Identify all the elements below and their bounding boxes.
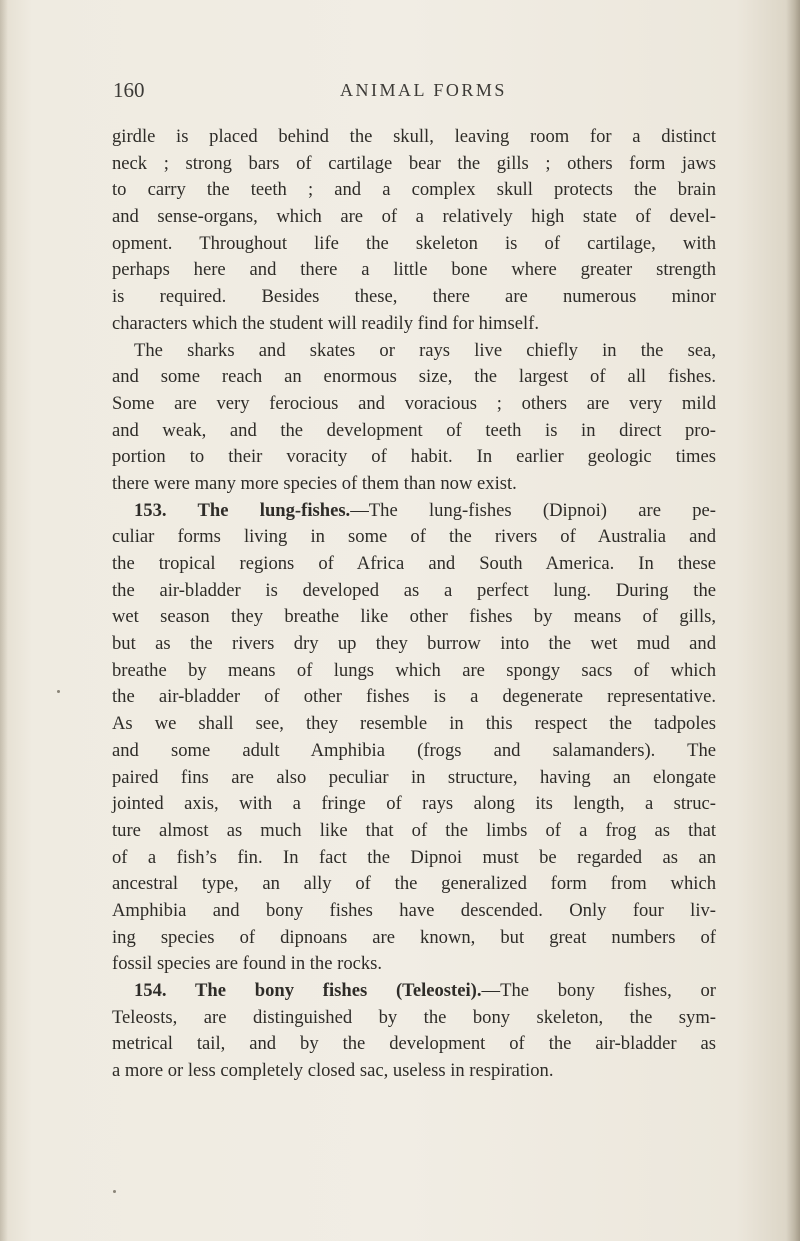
line-text: perhaps here and there a little bone where greater strength <box>112 259 716 281</box>
text-line <box>112 177 716 204</box>
paper-speck <box>113 1190 116 1193</box>
section-heading: 153. The lung-fishes. <box>134 499 351 521</box>
line-text: the air-bladder is developed as a perfect lung. During the <box>112 579 716 601</box>
text-line <box>112 257 716 284</box>
text-line <box>112 898 716 925</box>
line-text: wet season they breathe like other fishes by means of gills, <box>112 606 716 628</box>
text-line <box>112 391 716 418</box>
page-header <box>0 78 800 108</box>
text-line <box>112 738 716 765</box>
line-text: Some are very ferocious and voracious ; others are very mild <box>112 392 716 414</box>
text-line <box>112 551 716 578</box>
text-line <box>112 471 716 498</box>
section-heading: 154. The bony fishes (Teleostei). <box>134 980 482 1001</box>
line-text: Amphibia and bony fishes have descended. Only four liv- <box>112 899 716 921</box>
line-text: neck ; strong bars of cartilage bear the gills ; others form jaws <box>112 152 716 174</box>
line-text: jointed axis, with a fringe of rays along its length, a struc- <box>112 793 716 815</box>
line-text: and sense-organs, which are of a relatively high state of devel- <box>112 206 716 228</box>
paper-speck <box>57 690 60 693</box>
line-text: characters which the student will readily find for himself. <box>112 312 540 334</box>
text-line <box>112 1058 716 1085</box>
text-line <box>112 925 716 952</box>
text-line <box>112 684 716 711</box>
text-line <box>112 765 716 792</box>
text-line <box>112 818 716 845</box>
text-line <box>112 311 716 338</box>
text-line <box>112 658 716 685</box>
line-text: the air-bladder of other fishes is a degenerate representative. <box>112 686 716 708</box>
text-line <box>112 124 716 151</box>
line-text: ture almost as much like that of the limbs of a frog as that <box>112 819 716 841</box>
text-line <box>112 418 716 445</box>
text-line <box>112 631 716 658</box>
line-text: culiar forms living in some of the rivers of Australia and <box>112 526 716 548</box>
text-line <box>112 978 716 1005</box>
text-line <box>112 231 716 258</box>
line-text: paired fins are also peculiar in structure, having an elongate <box>112 766 716 788</box>
text-line <box>112 711 716 738</box>
line-text: As we shall see, they resemble in this respect the tadpoles <box>112 713 716 735</box>
text-line <box>112 951 716 978</box>
page-left-shadow <box>0 0 8 1241</box>
line-text: the tropical regions of Africa and South America. In these <box>112 553 716 574</box>
line-text: —The lung-fishes (Dipnoi) are pe- <box>350 499 716 521</box>
text-line <box>112 498 716 525</box>
text-line <box>112 444 716 471</box>
line-text: a more or less completely closed sac, useless in respiration. <box>112 1060 554 1082</box>
text-line <box>112 845 716 872</box>
body-text <box>112 124 716 1085</box>
text-line <box>112 791 716 818</box>
text-line <box>112 338 716 365</box>
line-text: but as the rivers dry up they burrow into the wet mud and <box>112 633 716 655</box>
text-line <box>112 284 716 311</box>
line-text: ing species of dipnoans are known, but great numbers of <box>112 926 716 948</box>
text-line <box>112 604 716 631</box>
line-text: and some reach an enormous size, the largest of all fishes. <box>112 366 716 388</box>
line-text: opment. Throughout life the skeleton is of cartilage, with <box>112 232 716 254</box>
line-text: is required. Besides these, there are numerous minor <box>112 286 716 308</box>
page-number: 160 <box>113 78 145 102</box>
text-line <box>112 204 716 231</box>
page-right-shadow <box>786 0 800 1241</box>
line-text: girdle is placed behind the skull, leaving room for a distinct <box>112 126 716 147</box>
line-text: metrical tail, and by the development of the air-bladder as <box>112 1033 716 1055</box>
text-line <box>112 151 716 178</box>
line-text: The sharks and skates or rays live chiefly in the sea, <box>134 339 716 361</box>
text-line <box>112 524 716 551</box>
text-line <box>112 871 716 898</box>
line-text: breathe by means of lungs which are spongy sacs of which <box>112 659 716 681</box>
line-text: to carry the teeth ; and a complex skull protects the brain <box>112 179 716 201</box>
line-text: fossil species are found in the rocks. <box>112 953 383 975</box>
line-text: portion to their voracity of habit. In earlier geologic times <box>112 446 716 468</box>
line-text: Teleosts, are distinguished by the bony skeleton, the sym- <box>112 1006 716 1028</box>
text-line <box>112 578 716 605</box>
text-line <box>112 364 716 391</box>
text-line <box>112 1005 716 1032</box>
line-text: —The bony fishes, or <box>481 980 716 1001</box>
line-text: and some adult Amphibia (frogs and salamanders). The <box>112 739 716 761</box>
line-text: of a fish’s fin. In fact the Dipnoi must be regarded as an <box>112 846 716 868</box>
line-text: and weak, and the development of teeth is in direct pro- <box>112 419 716 441</box>
running-head: ANIMAL FORMS <box>340 80 507 100</box>
line-text: there were many more species of them than now exist. <box>112 472 517 494</box>
text-line <box>112 1031 716 1058</box>
line-text: ancestral type, an ally of the generalized form from which <box>112 873 716 895</box>
